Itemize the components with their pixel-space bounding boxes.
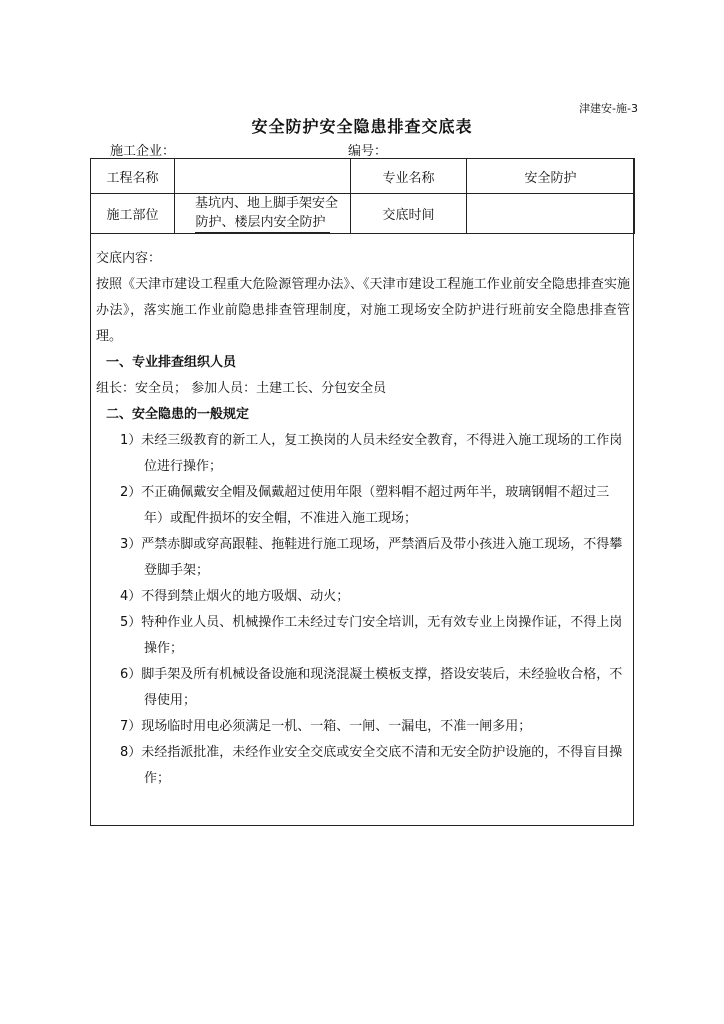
position-value-line1: 基坑内、地上脚手架安全 (194, 196, 338, 211)
position-value-line2: 防护、楼层内安全防护 (195, 213, 329, 233)
company-label: 施工企业： (110, 144, 176, 159)
header-table (90, 158, 635, 234)
position-value (175, 194, 351, 234)
content-body (96, 246, 630, 792)
rule-item: 4）不得到禁止烟火的地方吸烟、动火； (120, 589, 350, 604)
page-title: 安全防护安全隐患排查交底表 (251, 117, 473, 136)
table-row (91, 159, 635, 194)
section1-title: 一、专业排查组织人员 (106, 355, 237, 370)
position-label: 施工部位 (91, 194, 175, 234)
rule-item: 8）未经指派批准，未经作业安全交底或安全交底不清和无安全防护设施的，不得盲目操作； (120, 745, 623, 786)
rule-item: 3）严禁赤脚或穿高跟鞋、拖鞋进行施工现场，严禁酒后及带小孩进入施工现场，不得攀登脚手架； (120, 537, 623, 578)
rule-item: 6）脚手架及所有机械设备设施和现浇混凝土模板支撑，搭设安装后，未经验收合格，不得使用； (120, 667, 623, 708)
section2-title: 二、安全隐患的一般规定 (106, 407, 250, 422)
project-name-value (175, 159, 351, 194)
specialty-value: 安全防护 (467, 159, 635, 194)
specialty-label: 专业名称 (351, 159, 467, 194)
table-row (91, 194, 635, 234)
intro-paragraph: 按照《天津市建设工程重大危险源管理办法》、《天津市建设工程施工作业前安全隐患排查实施办法》，落实施工作业前隐患排查管理制度，对施工现场安全防护进行班前安全隐患排查管理。 (96, 277, 630, 344)
section1-body: 组长：安全员； 参加人员：土建工长、分包安全员 (96, 381, 387, 396)
form-code: 津建安-施-3 (579, 102, 638, 115)
number-label: 编号： (348, 144, 388, 159)
time-value (467, 194, 635, 234)
rule-item: 2）不正确佩戴安全帽及佩戴超过使用年限（塑料帽不超过两年半，玻璃钢帽不超过三年）或配件损坏的安全帽，不准进入施工现场； (120, 485, 610, 526)
rule-item: 5）特种作业人员、机械操作工未经过专门安全培训，无有效专业上岗操作证，不得上岗操作； (120, 615, 623, 656)
project-name-label: 工程名称 (91, 159, 175, 194)
rule-item: 1）未经三级教育的新工人，复工换岗的人员未经安全教育，不得进入施工现场的工作岗位进行操作； (120, 433, 623, 474)
rule-item: 7）现场临时用电必须满足一机、一箱、一闸、一漏电，不准一闸多用； (120, 719, 532, 734)
content-label: 交底内容： (96, 251, 162, 266)
time-label: 交底时间 (351, 194, 467, 234)
